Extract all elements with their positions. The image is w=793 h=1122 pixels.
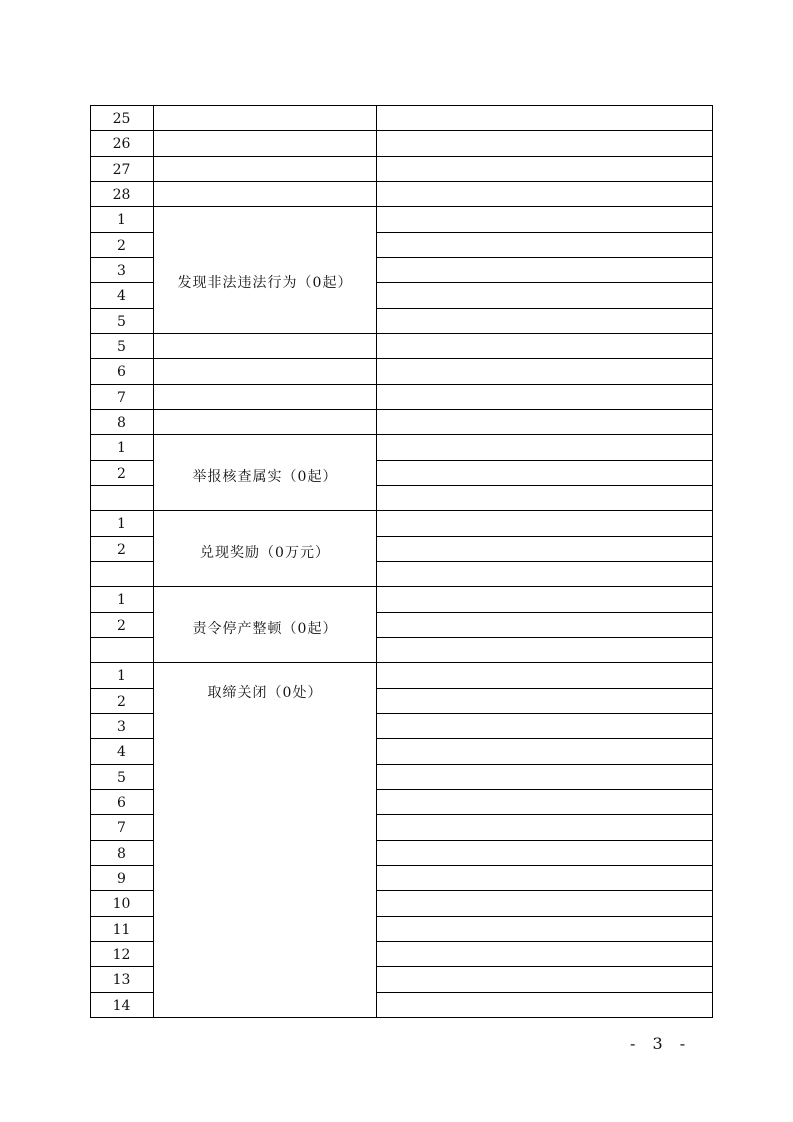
row-divider-label: [153, 662, 377, 663]
row-number: [90, 637, 153, 663]
row-number: 8: [117, 846, 126, 862]
row-divider-label: [153, 358, 377, 359]
row-number: 13: [112, 972, 131, 988]
row-divider-value: [376, 536, 713, 537]
row-divider-label: [153, 333, 377, 334]
row-divider-value: [376, 130, 713, 131]
row-number: 1: [117, 516, 126, 532]
row-divider-label: [153, 586, 377, 587]
row-divider-value: [376, 485, 713, 486]
row-divider-value: [376, 358, 713, 359]
row-divider-value: [376, 688, 713, 689]
row-divider-value: [376, 308, 713, 309]
row-divider-label: [153, 206, 377, 207]
row-divider-value: [376, 612, 713, 613]
row-number: 26: [112, 136, 131, 152]
row-divider-value: [376, 1017, 713, 1018]
row-divider-label: [153, 1017, 377, 1018]
row-number: 6: [117, 795, 126, 811]
row-divider-value: [376, 409, 713, 410]
row-divider-value: [376, 384, 713, 385]
row-divider-value: [376, 105, 713, 106]
row-divider-value: [376, 156, 713, 157]
row-number: 4: [117, 744, 126, 760]
row-number: 5: [117, 770, 126, 786]
row-divider-value: [376, 789, 713, 790]
row-divider-value: [376, 232, 713, 233]
row-divider-value: [376, 738, 713, 739]
row-divider-value: [376, 282, 713, 283]
row-number: 12: [112, 947, 131, 963]
row-number: 1: [117, 668, 126, 684]
row-divider-label: [153, 130, 377, 131]
row-divider-value: [376, 941, 713, 942]
row-divider-value: [376, 764, 713, 765]
row-number: 3: [117, 263, 126, 279]
row-divider-value: [376, 460, 713, 461]
row-number: 3: [117, 719, 126, 735]
row-number: 10: [112, 896, 131, 912]
row-divider-value: [376, 257, 713, 258]
row-number: 14: [112, 998, 131, 1014]
row-divider-value: [376, 586, 713, 587]
group-label-ban-close: 取缔关闭（0处）: [207, 685, 323, 701]
row-divider-label: [153, 510, 377, 511]
row-divider-value: [376, 181, 713, 182]
row-divider-value: [376, 966, 713, 967]
row-number: 25: [112, 111, 131, 127]
row-divider-value: [376, 434, 713, 435]
row-number: 1: [117, 592, 126, 608]
row-number: 28: [112, 187, 131, 203]
row-divider-value: [376, 992, 713, 993]
row-divider-value: [376, 333, 713, 334]
row-divider-label: [153, 434, 377, 435]
row-number: 4: [117, 288, 126, 304]
row-divider-label: [153, 105, 377, 106]
page-number: - 3 -: [630, 1034, 692, 1053]
row-divider-value: [376, 916, 713, 917]
row-number: 7: [117, 820, 126, 836]
group-label-illegal-acts: 发现非法违法行为（0起）: [177, 275, 353, 291]
row-number: 8: [117, 415, 126, 431]
row-divider-value: [376, 510, 713, 511]
row-divider-value: [376, 637, 713, 638]
group-label-reward-paid: 兑现奖励（0万元）: [200, 545, 330, 561]
row-number: [90, 561, 153, 587]
row-divider-value: [376, 206, 713, 207]
row-number: 5: [117, 339, 126, 355]
row-number: 6: [117, 364, 126, 380]
row-number: [90, 485, 153, 511]
row-divider-label: [153, 384, 377, 385]
row-number: 2: [117, 466, 126, 482]
row-number: 7: [117, 390, 126, 406]
row-number: 1: [117, 212, 126, 228]
row-number: 2: [117, 694, 126, 710]
row-number: 2: [117, 618, 126, 634]
row-divider-value: [376, 561, 713, 562]
row-divider-value: [376, 713, 713, 714]
row-number: 1: [117, 440, 126, 456]
row-divider-label: [153, 156, 377, 157]
row-divider-label: [153, 409, 377, 410]
row-divider-value: [376, 840, 713, 841]
row-divider-value: [376, 814, 713, 815]
group-label-suspend-production: 责令停产整顿（0起）: [192, 621, 338, 637]
row-divider-value: [376, 865, 713, 866]
row-divider-value: [376, 662, 713, 663]
row-number: 9: [117, 871, 126, 887]
row-number: 2: [117, 238, 126, 254]
row-divider-label: [153, 181, 377, 182]
row-number: 5: [117, 314, 126, 330]
row-divider-value: [376, 890, 713, 891]
row-number: 11: [112, 922, 131, 938]
row-number: 2: [117, 542, 126, 558]
group-label-report-verified: 举报核查属实（0起）: [192, 469, 338, 485]
row-number: 27: [112, 162, 131, 178]
